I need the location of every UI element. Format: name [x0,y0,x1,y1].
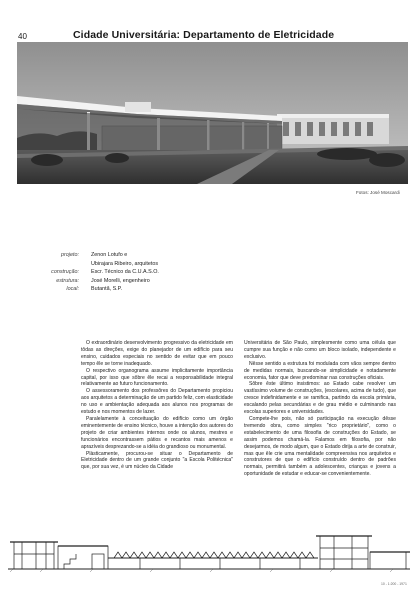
body-paragraph: O extraordinário desenvolvimento progressivo da eletricidade em tôdas as direções, exige do planejador de um edifício para seu ensino, cuidados especiais no sentido de evitar que em pouco tempo êle se torne inadequado. [81,340,233,367]
body-paragraph: Compete-lhe pois, não só participação na execução dêsse tremendo obra, como simples "rico proprietário", como o estabelecimento de uma filosofia de construções do Estado, se assim podemos chamá-la. Falamos em filosofia, por não desejarmos, de modo algum, que o Estado dirija a arte de construir, mas que êle crie uma mentalidade compreensiva nos arquitetos e construtores de que o edifício construído dentro de padrões normais, permitirá também a adolescentes, crianças e jovens a oportunidade de estudar e educar-se convenientemente. [244,415,396,478]
body-paragraph: Sôbre êste último insistimos: ao Estado cabe resolver um vastíssimo volume de construções, (escolares, acima de tudo), que cresce indefinidamente e se ramifica, partindo da escola primária, escalando pelas secundárias e de grau médio e culminando nas escolas superiores e universidades. [244,381,396,416]
credit-value: Ubirajara Ribeiro, arquitetos [91,260,159,267]
credit-label [26,260,79,269]
body-paragraph: O assessoramento dos professôres do Departamento propiciou aos arquitetos a determinação de um partido feliz, com elasticidade no uso e ambientação adequada aos alunos nos programas de estudo e nos momentos de lazer. [81,388,233,416]
photo-credit: Fotos: José Moscardi [356,190,400,195]
credit-label: construção: [51,269,79,276]
credits-labels [26,251,79,294]
body-paragraph: Nêsse sentido a estrutura foi modulada com vãos sempre dentro de medidas normais, buscando-se simplicidade e notadamente economia, fator que deve predominar nas construções oficiais. [244,360,396,381]
credits-values [91,251,159,294]
building-photo [17,42,408,184]
credit-label: estrutura: [56,277,79,284]
building-section-drawing [0,524,418,576]
body-paragraph: Universitária de São Paulo, simplesmente como uma célula que cumpre sua função e não como um bloco isolado, independente e exclusivo. [244,340,396,360]
drawing-scale-note: 10 - 1:200 - 1971 [381,582,407,586]
credit-value: José Morelli, engenheiro [91,277,150,284]
credit-label: projeto: [61,252,79,258]
body-paragraph: Paralelamente à conceituação do edifício como um órgão eminentemente de ensino técnico, houve a intenção dos autores do projeto de criar ambientes internos onde os alunos, mestres e funcionários encontrassem pátios e recantos mais amenos e aprazíveis desprezando-se a idéia do grandioso ou monumental. [81,415,233,450]
credit-value: Butantã, S.P. [91,286,123,293]
body-paragraph: O respectivo organograma assume implicitamente importância capital, por isso que sôbre êle recai a responsabilidade integral relativamente ao futuro funcionamento. [81,367,233,388]
credit-value: Zenon Lotufo e [91,252,128,258]
credit-value: Escr. Técnico da C.U.A.S.O. [91,269,159,276]
body-column-right [244,340,396,478]
credit-label: local: [66,286,79,293]
body-paragraph: Plàsticamente, procurou-se situar o Departamento de Eletricidade dentro de um grande conjunto "a Escola Politécnica" que, por sua vez, é um núcleo da Cidade [81,450,233,471]
body-column-left [81,340,233,471]
page-title: Cidade Universitária: Departamento de Eletricidade [73,29,335,41]
page-number: 40 [18,32,27,41]
